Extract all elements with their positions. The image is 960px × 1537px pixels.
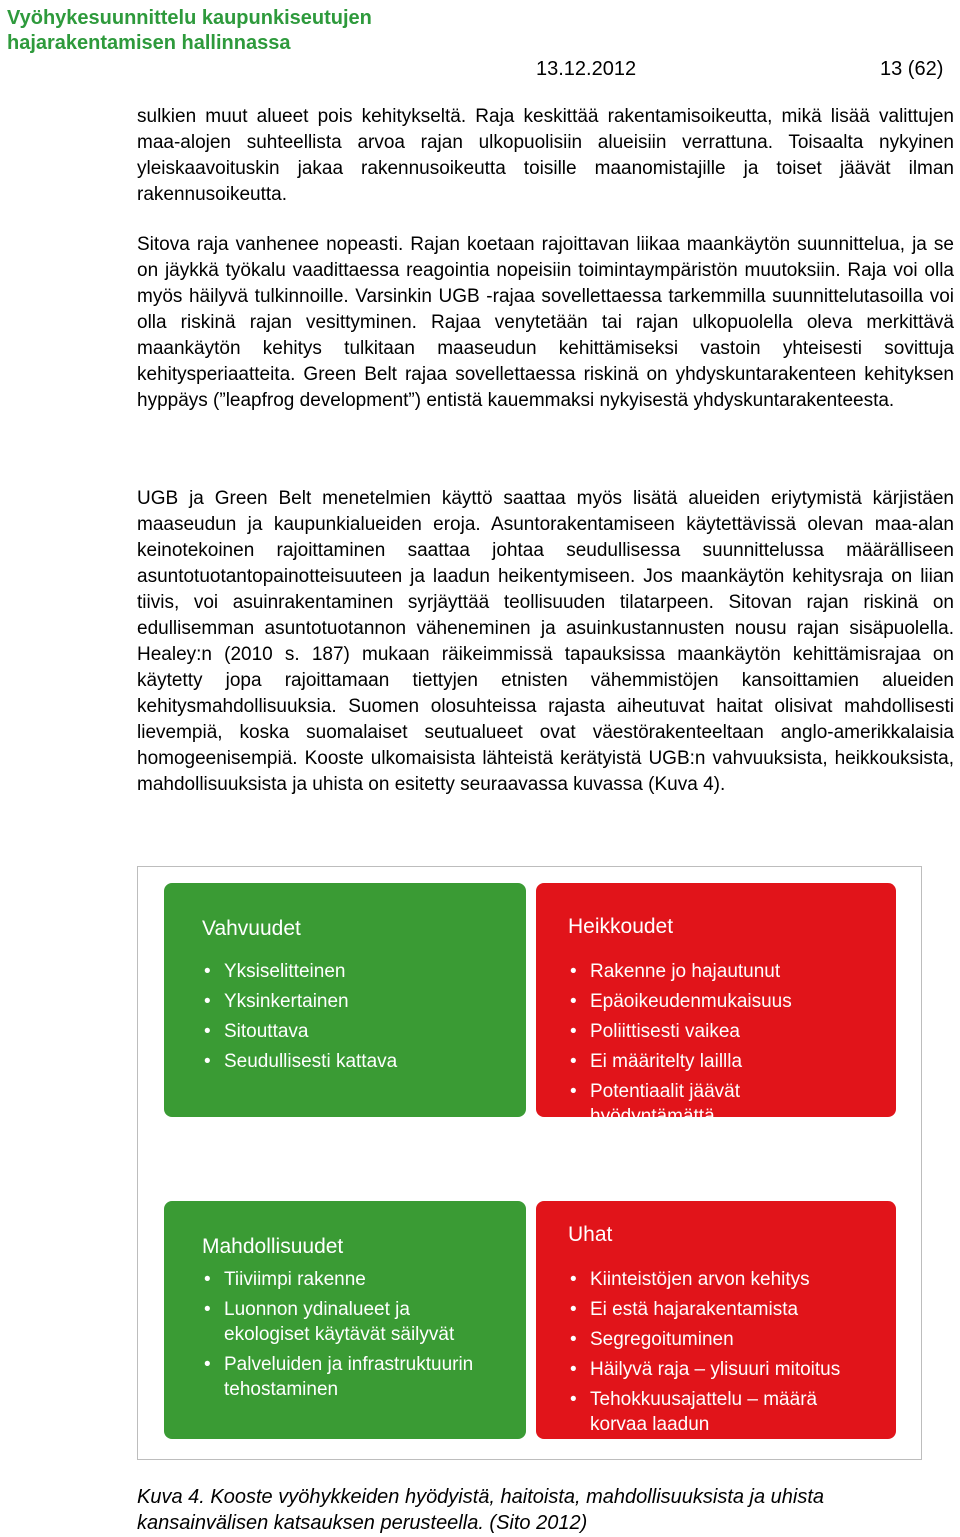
paragraph-3: UGB ja Green Belt menetelmien käyttö saattaa myös lisätä alueiden eriytymistä kärjistäen maaseudun ja kaupunkialueiden eroja. Asuntorakentamiseen käytettävissä olevan maa-alan keinotekoinen rajoittaminen saattaa johtaa seudullisessa suunnittelussa määrälliseen asuntotuotantopainotteisuuteen ja laadun heikentymiseen. Jos maankäytön kehitysraja on liian tiivis, voi asuinrakentaminen syrjäyttää teollisuuden tilatarpeen. Sitovan rajan riskinä on edullisemman asuntotuotannon väheneminen ja asuinkustannusten nousu rajan sisäpuolella. Healey:n (2010 s. 187) mukaan räikeimmissä tapauksissa maankäytön kehittämisrajaa on käytetty jopa rajoittamaan tiettyjen etnisten vähemmistöjen kansoittamien alueiden kehitysmahdollisuuksia. Suomen olosuhteissa rajasta aiheutuvat haitat olisivat mahdollisesti lievempiä, koska suomalaiset seutualueet ovat väestörakenteeltaan anglo-amerikkalaisia homogeenisempiä. Kooste ulkomaisista lähteistä kerätyistä UGB:n vahvuuksista, heikkouksista, mahdollisuuksista ja uhista on esitetty seuraavassa kuvassa (Kuva 4).	[137, 488, 954, 795]
figure-caption	[137, 1484, 937, 1536]
threats-item: • Häilyvä raja – ylisuuri mitoitus	[568, 1357, 845, 1382]
swot-strengths-box	[164, 883, 526, 1117]
strengths-title: Vahvuudet	[202, 917, 301, 940]
header-title-line1: Vyöhykesuunnittelu kaupunkiseutujen	[7, 7, 372, 29]
weaknesses-item: • Epäoikeudenmukaisuus	[568, 989, 792, 1014]
threats-item: • Ei estä hajarakentamista	[568, 1297, 845, 1322]
caption-line2: kansainvälisen katsauksen perusteella. (Sito 2012)	[137, 1512, 588, 1534]
strengths-list	[202, 959, 397, 1079]
strengths-item: • Yksinkertainen	[202, 989, 397, 1014]
threats-list	[568, 1267, 845, 1442]
opportunities-item: • Luonnon ydinalueet ja ekologiset käytävät säilyvät	[202, 1297, 484, 1347]
document-header-title	[7, 6, 372, 56]
threats-title: Uhat	[568, 1223, 613, 1246]
opportunities-item: • Palveluiden ja infrastruktuurin tehostaminen	[202, 1352, 514, 1402]
header-title-line2: hajarakentamisen hallinnassa	[7, 32, 291, 54]
threats-item: • Segregoituminen	[568, 1327, 845, 1352]
paragraph-2: Sitova raja vanhenee nopeasti. Rajan koetaan rajoittavan liikaa maankäytön suunnittelua, ja se on jäykkä työkalu vaadittaessa reagointia nopeisiin toimintaympäristön muutoksiin. Raja voi olla myös häilyvä tulkinnoille. Varsinkin UGB -rajaa sovellettaessa tarkemmilla suunnittelutasoilla voi olla riskinä rajan vesittyminen. Rajaa venytetään tai rajan ulkopuolella oleva merkittävä maankäytön kehitys tulkitaan maaseudun kehittämiseksi vastoin yhteisesti sovittuja kehitysperiaatteita. Green Belt rajaa sovellettaessa riskinä on yhdyskuntarakenteen kehityksen hyppäys (”leapfrog development”) entistä kauemmaksi nykyisestä yhdyskuntarakenteesta.	[137, 234, 954, 411]
threats-item: • Kiinteistöjen arvon kehitys	[568, 1267, 845, 1292]
weaknesses-item: • Poliittisesti vaikea	[568, 1019, 792, 1044]
swot-figure	[137, 866, 922, 1460]
weaknesses-item: • Rakenne jo hajautunut	[568, 959, 792, 984]
strengths-item: • Sitouttava	[202, 1019, 397, 1044]
weaknesses-item: • Ei määritelty laillla	[568, 1049, 792, 1074]
header-page-number: 13 (62)	[880, 58, 944, 80]
weaknesses-list	[568, 959, 792, 1134]
swot-opportunities-box	[164, 1201, 526, 1439]
swot-weaknesses-box	[536, 883, 896, 1127]
opportunities-item: • Tiiviimpi rakenne	[202, 1267, 514, 1292]
caption-line1: Kuva 4. Kooste vyöhykkeiden hyödyistä, haitoista, mahdollisuuksista ja uhista	[137, 1486, 825, 1508]
weaknesses-item: • Potentiaalit jäävät hyödyntämättä	[568, 1079, 770, 1129]
opportunities-list	[202, 1267, 514, 1407]
paragraph-1: sulkien muut alueet pois kehitykseltä. Raja keskittää rakentamisoikeutta, mikä lisää valittujen maa-alojen suhteellista arvoa rajan ulkopuolisiin alueisiin verrattuna. Toisaalta nykyinen yleiskaavoituskin jakaa rakennusoikeutta toisille maanomistajille ja toiset jäävät ilman rakennusoikeutta.	[137, 106, 954, 205]
weaknesses-title: Heikkoudet	[568, 915, 674, 938]
header-date: 13.12.2012	[536, 58, 637, 80]
opportunities-title: Mahdollisuudet	[202, 1235, 344, 1258]
strengths-item: • Seudullisesti kattava	[202, 1049, 397, 1074]
threats-item: • Tehokkuusajattelu – määrä korvaa laadun	[568, 1387, 845, 1437]
strengths-item: • Yksiselitteinen	[202, 959, 397, 984]
swot-threats-box	[536, 1201, 896, 1439]
